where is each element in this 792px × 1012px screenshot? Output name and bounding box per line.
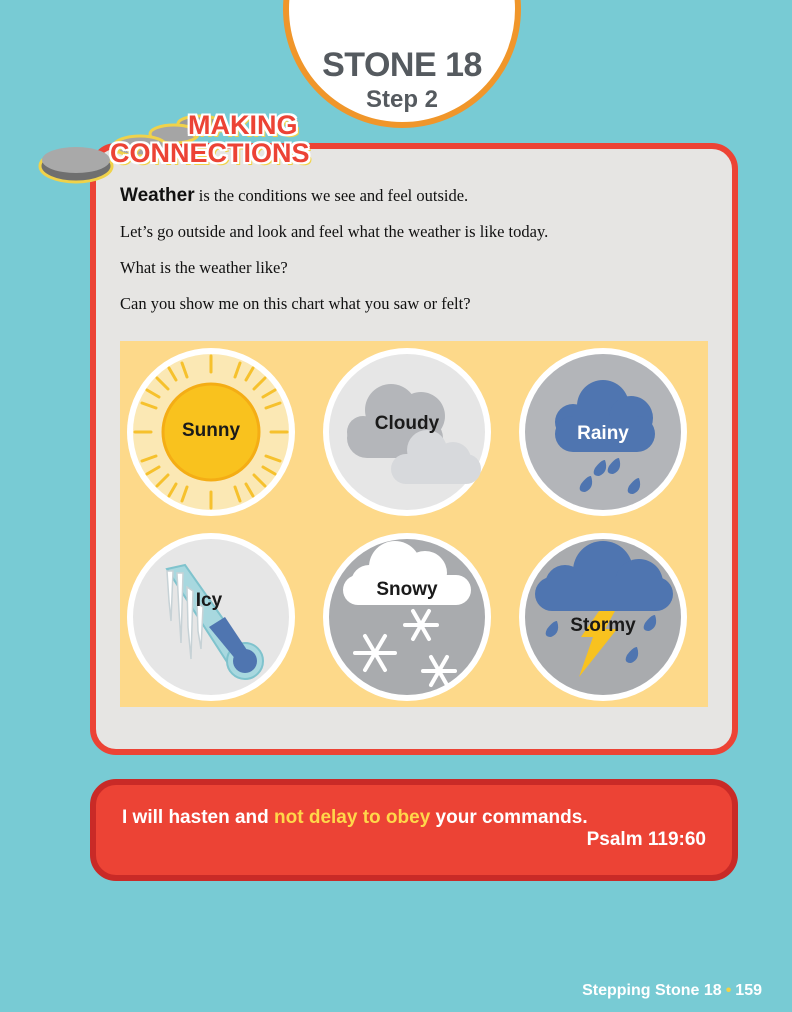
weather-label-snowy: Snowy [376,579,438,600]
weather-label-icy: Icy [195,590,223,611]
weather-option-icy[interactable] [125,531,297,703]
snowflake-icon [321,531,493,703]
page-footer [582,982,762,1000]
weather-term: Weather [120,185,195,206]
verse-start: I will hasten and [122,807,275,828]
content-card [90,143,738,755]
memory-verse [122,807,588,829]
verse-end: your commands. [430,807,588,828]
weather-definition-text: is the conditions we see and feel outside. [194,186,469,205]
weather-label-sunny: Sunny [181,420,241,441]
stone-title: STONE 18 [322,46,482,84]
weather-chart [120,341,708,707]
logo-line-2: CONNECTIONS [110,138,310,168]
verse-reference: Psalm 119:60 [586,829,706,850]
footer-separator: • [725,982,732,999]
card-text [120,185,710,329]
verse-highlight: not delay to obey [274,807,431,828]
weather-label-cloudy: Cloudy [374,413,440,434]
page-number: 159 [735,982,762,999]
weather-option-sunny[interactable] [125,346,297,518]
weather-option-rainy[interactable] [517,346,689,518]
weather-label-rainy: Rainy [577,423,629,444]
step-label: Step 2 [365,86,439,113]
thermometer-icicle-icon [125,531,297,703]
memory-verse-box [90,779,738,881]
question-chart: Can you show me on this chart what you saw or felt? [120,294,471,313]
weather-label-stormy: Stormy [570,615,636,636]
weather-option-stormy[interactable] [517,531,689,703]
weather-option-cloudy[interactable] [321,346,493,518]
instruction-outside: Let’s go outside and look and feel what the weather is like today. [120,222,549,241]
making-connections-logo [36,106,326,196]
footer-label: Stepping Stone 18 [582,982,722,999]
question-weather: What is the weather like? [120,258,288,277]
weather-option-snowy[interactable] [321,531,493,703]
logo-line-1: MAKING [188,110,298,140]
